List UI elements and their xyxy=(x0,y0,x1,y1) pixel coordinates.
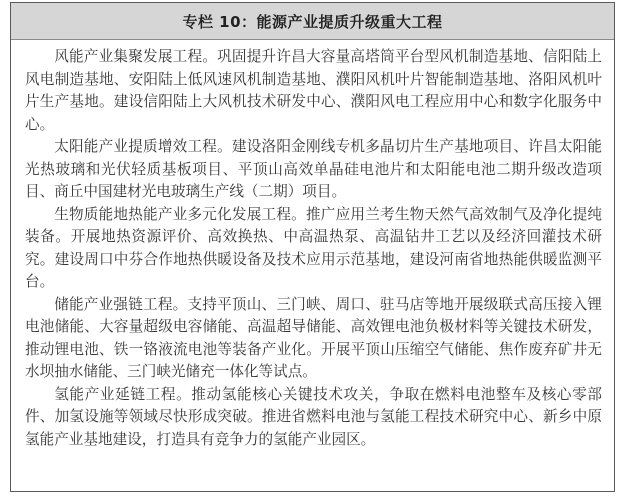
panel-header xyxy=(11,3,614,40)
paragraph-biomass-geothermal: 生物质能地热能产业多元化发展工程。推广应用兰考生物天然气高效制气及净化提纯装备。开展地热资源评价、高效换热、中高温热泵、高温钻井工艺以及经济回灌技术研究。建设周口中芬合作地热供暖设备及技术应用示范基地，建设河南省地热能供暖监测平台。 xyxy=(25,205,602,290)
paragraph-energy-storage: 储能产业强链工程。支持平顶山、三门峡、周口、驻马店等地开展级联式高压接入锂电池储能、大容量超级电容储能、高温超导储能、高效锂电池负极材料等关键技术研发，推动锂电池、铁一铬液流电池等装备产业化。开展平顶山压缩空气储能、焦作废弃矿井无水坝抽水储能、三门峡光储充一体化等试点。 xyxy=(25,295,602,380)
panel-body xyxy=(11,40,614,451)
panel-title: 专栏 10：能源产业提质升级重大工程 xyxy=(182,12,443,31)
column-panel xyxy=(10,2,615,492)
paragraph-hydrogen-energy: 氢能产业延链工程。推动氢能核心关键技术攻关，争取在燃料电池整车及核心零部件、加氢设施等领域尽快形成突破。推进省燃料电池与氢能工程技术研究中心、新乡中原氢能产业基地建设，打造具有竞争力的氢能产业园区。 xyxy=(25,385,602,448)
paragraph-solar-energy: 太阳能产业提质增效工程。建设洛阳金刚线专机多晶切片生产基地项目、许昌太阳能光热玻璃和光伏轻质基板项目、平顶山高效单晶硅电池片和太阳能电池二期升级改造项目、商丘中国建材光电玻璃生产线（二期）项目。 xyxy=(25,138,602,200)
paragraph-wind-energy: 风能产业集聚发展工程。巩固提升许昌大容量高塔筒平台型风机制造基地、信阳陆上风电制造基地、安阳陆上低风速风机制造基地、濮阳风机叶片智能制造基地、洛阳风机叶片生产基地。建设信阳陆上大风机技术研发中心、濮阳风电工程应用中心和数字化服务中心。 xyxy=(25,48,602,133)
